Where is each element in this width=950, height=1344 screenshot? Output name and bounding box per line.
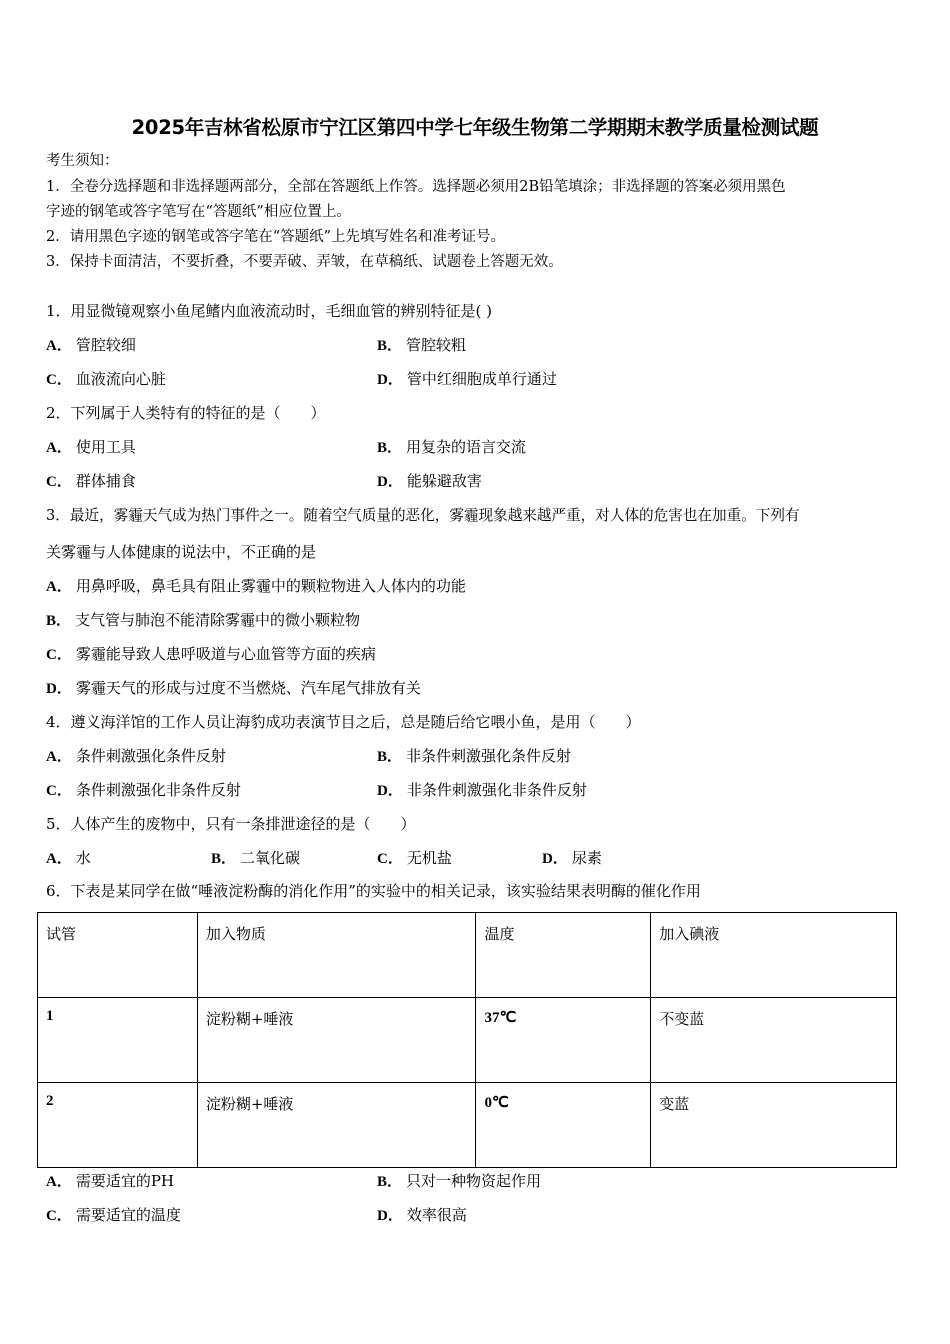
- option-text: 二氧化碳: [240, 849, 301, 867]
- option-label: C．: [46, 474, 72, 490]
- q4-option-a[interactable]: [46, 746, 226, 767]
- q2-option-a[interactable]: [46, 437, 136, 458]
- q2-option-c[interactable]: [46, 471, 136, 492]
- notice-heading: 考生须知：: [46, 153, 119, 169]
- option-text: 条件刺激强化非条件反射: [75, 781, 241, 799]
- q6-option-a[interactable]: [46, 1171, 174, 1192]
- page-title: 2025年吉林省松原市宁江区第四中学七年级生物第二学期期末教学质量检测试题: [131, 116, 819, 139]
- table-cell: 2: [38, 1083, 198, 1168]
- option-label: D．: [377, 474, 403, 490]
- table-cell: 不变蓝: [651, 998, 897, 1083]
- option-label: A．: [46, 749, 72, 765]
- table-header-row: [38, 913, 897, 998]
- q5-option-d[interactable]: [542, 848, 602, 869]
- q2-stem: 2．下列属于人类特有的特征的是（ ）: [46, 404, 326, 422]
- notice-line-2: 2．请用黑色字迹的钢笔或答字笔在“答题纸”上先填写姓名和准考证号。: [46, 229, 506, 245]
- option-label: C．: [46, 372, 72, 388]
- option-label: B．: [377, 749, 403, 765]
- option-text: 能躲避敌害: [406, 472, 482, 490]
- option-text: 雾霾天气的形成与过度不当燃烧、汽车尾气排放有关: [75, 679, 421, 697]
- notice-line-3: 3．保持卡面清洁，不要折叠，不要弄破、弄皱，在草稿纸、试题卷上答题无效。: [46, 254, 563, 270]
- option-text: 管腔较细: [75, 336, 136, 354]
- table-header-cell: 加入物质: [197, 913, 476, 998]
- q6-option-b[interactable]: [377, 1171, 541, 1192]
- q1-option-b[interactable]: [377, 335, 466, 356]
- table-header-cell: 试管: [38, 913, 198, 998]
- option-label: B．: [211, 851, 237, 867]
- option-text: 用鼻呼吸，鼻毛具有阻止雾霾中的颗粒物进入人体内的功能: [75, 577, 466, 595]
- option-text: 群体捕食: [75, 472, 136, 490]
- option-text: 只对一种物资起作用: [406, 1172, 542, 1190]
- option-label: D．: [377, 372, 403, 388]
- option-label: B．: [377, 1174, 403, 1190]
- notice-line-1b: 字迹的钢笔或答字笔写在“答题纸”相应位置上。: [46, 204, 351, 220]
- option-text: 效率很高: [406, 1206, 467, 1224]
- q1-option-d[interactable]: [377, 369, 557, 390]
- q4-option-b[interactable]: [377, 746, 571, 767]
- option-label: A．: [46, 579, 72, 595]
- option-text: 水: [75, 849, 91, 867]
- experiment-table: [37, 912, 897, 1168]
- table-cell: 0℃: [476, 1083, 651, 1168]
- option-text: 尿素: [571, 849, 602, 867]
- option-label: A．: [46, 1174, 72, 1190]
- q1-option-a[interactable]: [46, 335, 136, 356]
- option-label: D．: [377, 783, 403, 799]
- q2-option-d[interactable]: [377, 471, 482, 492]
- option-label: A．: [46, 440, 72, 456]
- table-cell: 淀粉糊+唾液: [197, 1083, 476, 1168]
- option-text: 需要适宜的PH: [75, 1172, 175, 1190]
- table-cell: 变蓝: [651, 1083, 897, 1168]
- table-header-cell: 温度: [476, 913, 651, 998]
- option-text: 用复杂的语言交流: [406, 438, 527, 456]
- option-text: 血液流向心脏: [75, 370, 166, 388]
- table-cell: 淀粉糊+唾液: [197, 998, 476, 1083]
- option-text: 使用工具: [75, 438, 136, 456]
- table-cell: 1: [38, 998, 198, 1083]
- q4-option-c[interactable]: [46, 780, 241, 801]
- q3-option-d[interactable]: [46, 678, 421, 699]
- q5-stem: 5．人体产生的废物中，只有一条排泄途径的是（ ）: [46, 815, 416, 833]
- q3-stem-a: 3．最近，雾霾天气成为热门事件之一。随着空气质量的恶化，雾霾现象越来越严重，对人体的危害也在加重。下列有: [46, 507, 800, 524]
- option-text: 管腔较粗: [406, 336, 467, 354]
- option-text: 非条件刺激强化条件反射: [406, 747, 572, 765]
- q6-stem: 6．下表是某同学在做“唾液淀粉酶的消化作用”的实验中的相关记录，该实验结果表明酶的催化作用: [46, 882, 701, 900]
- q4-stem: 4．遵义海洋馆的工作人员让海豹成功表演节目之后，总是随后给它喂小鱼，是用（ ）: [46, 713, 641, 731]
- option-text: 无机盐: [406, 849, 452, 867]
- q5-option-c[interactable]: [377, 848, 452, 869]
- q2-option-b[interactable]: [377, 437, 526, 458]
- q5-option-b[interactable]: [211, 848, 300, 869]
- option-text: 支气管与肺泡不能清除雾霾中的微小颗粒物: [75, 611, 361, 629]
- q4-option-d[interactable]: [377, 780, 587, 801]
- q3-option-a[interactable]: [46, 576, 466, 597]
- option-label: B．: [377, 440, 403, 456]
- option-label: A．: [46, 338, 72, 354]
- option-text: 需要适宜的温度: [75, 1206, 181, 1224]
- q3-stem-b: 关雾霾与人体健康的说法中，不正确的是: [46, 543, 317, 561]
- option-label: D．: [542, 851, 568, 867]
- option-label: C．: [46, 647, 72, 663]
- table-row: [38, 998, 897, 1083]
- option-label: D．: [46, 681, 72, 697]
- option-label: A．: [46, 851, 72, 867]
- table-header-cell: 加入碘液: [651, 913, 897, 998]
- q1-stem: 1．用显微镜观察小鱼尾鳍内血液流动时，毛细血管的辨别特征是( ): [46, 302, 493, 320]
- option-text: 管中红细胞成单行通过: [406, 370, 557, 388]
- q5-option-a[interactable]: [46, 848, 91, 869]
- option-text: 条件刺激强化条件反射: [75, 747, 226, 765]
- q3-option-b[interactable]: [46, 610, 360, 631]
- option-label: C．: [46, 783, 72, 799]
- q6-option-c[interactable]: [46, 1205, 181, 1226]
- option-text: 非条件刺激强化非条件反射: [406, 781, 587, 799]
- option-label: D．: [377, 1208, 403, 1224]
- option-text: 雾霾能导致人患呼吸道与心血管等方面的疾病: [75, 645, 376, 663]
- table-row: [38, 1083, 897, 1168]
- option-label: B．: [377, 338, 403, 354]
- table-cell: 37℃: [476, 998, 651, 1083]
- q3-option-c[interactable]: [46, 644, 376, 665]
- q6-option-d[interactable]: [377, 1205, 467, 1226]
- option-label: C．: [377, 851, 403, 867]
- notice-line-1a: 1．全卷分选择题和非选择题两部分，全部在答题纸上作答。选择题必须用2B铅笔填涂；非选择题的答案必须用黑色: [46, 179, 786, 195]
- option-label: B．: [46, 613, 72, 629]
- q1-option-c[interactable]: [46, 369, 166, 390]
- option-label: C．: [46, 1208, 72, 1224]
